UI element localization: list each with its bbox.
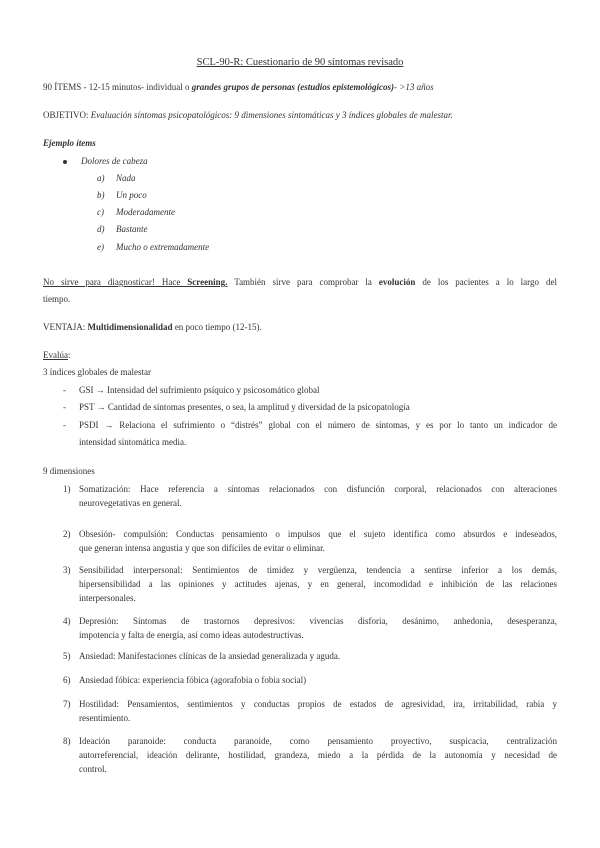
dimension-line3: interpersonales. bbox=[79, 593, 136, 603]
dimension-line1: Obsesión- compulsión: Conductas pensamiento o impulsos que el sujeto identifica como absurdos e indeseados, bbox=[79, 529, 557, 539]
dimension-line1: Hostilidad: Pensamientos, sentimientos y conductas propios de estados de agresividad, ira, irritabilidad, rabia y bbox=[79, 699, 557, 709]
evalua-heading-text: Evalúa bbox=[43, 350, 68, 360]
dimension-line1: Sensibilidad interpersonal: Sentimientos de timidez y vergüenza, tendencia a sentirse inferior a los demás, bbox=[79, 565, 557, 575]
option-text: Un poco bbox=[116, 190, 147, 200]
screening-line2: tiempo. bbox=[43, 294, 71, 304]
dimension-number: 2) bbox=[63, 529, 71, 539]
dimension-line3: control. bbox=[79, 764, 107, 774]
index-pst bbox=[63, 400, 557, 414]
option-a bbox=[97, 171, 136, 185]
dimension-number: 6) bbox=[63, 675, 71, 685]
dimension-line2: hipersensibilidad a las opiniones y actitudes ajenas, y en general, incomodidad e inhibición de las relaciones bbox=[79, 579, 557, 589]
index-text-line2: intensidad sintomática media. bbox=[79, 437, 187, 447]
screening-line1 bbox=[43, 275, 557, 289]
option-label: c) bbox=[97, 207, 104, 217]
index-text: PST → Cantidad de síntomas presentes, o sea, la amplitud y diversidad de la psicopatología bbox=[79, 402, 410, 412]
dimension-2 bbox=[63, 527, 557, 555]
option-text: Mucho o extremadamente bbox=[116, 242, 210, 252]
dimension-line1: Somatización: Hace referencia a síntomas relacionados con disfunción corporal, relacionados con alteraciones bbox=[79, 484, 557, 494]
dimension-4 bbox=[63, 614, 557, 642]
dimension-1 bbox=[63, 482, 557, 510]
dimension-number: 5) bbox=[63, 651, 71, 661]
dimension-8 bbox=[63, 734, 557, 776]
objective-line bbox=[43, 108, 557, 122]
example-item-text: Dolores de cabeza bbox=[81, 156, 148, 166]
objective-text: Evaluación síntomas psicopatológicos: 9 dimensiones sintomáticas y 3 índices globales de malestar. bbox=[90, 110, 453, 120]
bullet-icon bbox=[63, 160, 67, 164]
intro-part1: 90 ÍTEMS - 12-15 minutos- individual o bbox=[43, 82, 192, 92]
dimension-line2: neurovegetativas en general. bbox=[79, 498, 182, 508]
ventaja-rest: en poco tiempo (12-15). bbox=[172, 322, 262, 332]
dimension-line2: impotencia y falta de energía, así como ideas autodestructivas. bbox=[79, 630, 304, 640]
example-item bbox=[63, 154, 148, 168]
dash-icon: - bbox=[63, 402, 66, 412]
option-c bbox=[97, 205, 175, 219]
index-psdi bbox=[63, 418, 557, 449]
dimension-number: 8) bbox=[63, 736, 71, 746]
ventaja-line bbox=[43, 320, 557, 334]
dimension-line1: Ansiedad fóbica: experiencia fóbica (agorafobia o fobia social) bbox=[79, 675, 307, 685]
index-gsi bbox=[63, 383, 557, 397]
dimension-number: 1) bbox=[63, 484, 71, 494]
screening-part1: No sirve para diagnosticar! Hace bbox=[43, 277, 188, 287]
intro-part2: grandes grupos de personas (estudios epistemológicos) bbox=[191, 82, 395, 92]
dimension-line2: autorreferencial, ideación delirante, hostilidad, grandeza, miedo a la pérdida de la autonomía y necesidad de bbox=[79, 750, 557, 760]
dimensions-heading: 9 dimensiones bbox=[43, 466, 95, 476]
option-e bbox=[97, 240, 209, 254]
option-text: Bastante bbox=[116, 224, 148, 234]
dimension-line1: Ideación paranoide: conducta paranoide, como pensamiento proyectivo, suspicacia, centralización bbox=[79, 736, 557, 746]
indices-subheading: 3 índices globales de malestar bbox=[43, 367, 151, 377]
option-label: e) bbox=[97, 242, 104, 252]
index-text-line1: PSDI → Relaciona el sufrimiento o “distrés” global con el número de síntomas, y es por lo tanto un indicador de bbox=[79, 420, 557, 430]
option-label: d) bbox=[97, 224, 105, 234]
option-label: b) bbox=[97, 190, 105, 200]
document-title: SCL-90-R: Cuestionario de 90 síntomas revisado bbox=[196, 57, 404, 68]
screening-part3: También sirve para comprobar la bbox=[227, 277, 379, 287]
dimension-3 bbox=[63, 563, 557, 605]
dimension-number: 3) bbox=[63, 565, 71, 575]
option-text: Nada bbox=[116, 173, 136, 183]
option-d bbox=[97, 222, 148, 236]
dash-icon: - bbox=[63, 420, 66, 430]
screening-part2: Screening. bbox=[187, 277, 228, 287]
index-text: GSI → Intensidad del sufrimiento psíquico y psicosomático global bbox=[79, 385, 320, 395]
evalua-heading bbox=[43, 348, 557, 362]
dimension-7 bbox=[63, 697, 557, 725]
objective-label: OBJETIVO: bbox=[43, 110, 91, 120]
evalua-colon: : bbox=[68, 350, 71, 360]
dimension-5 bbox=[63, 649, 557, 663]
example-heading: Ejemplo ítems bbox=[43, 138, 96, 148]
dimension-6 bbox=[63, 673, 557, 687]
dash-icon: - bbox=[63, 385, 66, 395]
screening-part4: evolución bbox=[378, 277, 416, 287]
dimension-line1: Ansiedad: Manifestaciones clínicas de la ansiedad generalizada y aguda. bbox=[79, 651, 341, 661]
dimension-number: 7) bbox=[63, 699, 71, 709]
option-b bbox=[97, 188, 147, 202]
dimension-line1: Depresión: Síntomas de trastornos depresivos: vivencias disforia, desánimo, anhedonia, desesperanza, bbox=[79, 616, 557, 626]
dimension-line2: que generan intensa angustia y que son difíciles de evitar o eliminar. bbox=[79, 543, 325, 553]
ventaja-label: VENTAJA: bbox=[43, 322, 88, 332]
screening-part5: de los pacientes a lo largo del bbox=[415, 277, 557, 287]
ventaja-bold: Multidimensionalidad bbox=[87, 322, 173, 332]
intro-part3: - >13 años bbox=[394, 82, 434, 92]
dimension-line2: resentimiento. bbox=[79, 713, 131, 723]
option-text: Moderadamente bbox=[116, 207, 175, 217]
dimension-number: 4) bbox=[63, 616, 71, 626]
option-label: a) bbox=[97, 173, 105, 183]
intro-line bbox=[43, 80, 557, 94]
